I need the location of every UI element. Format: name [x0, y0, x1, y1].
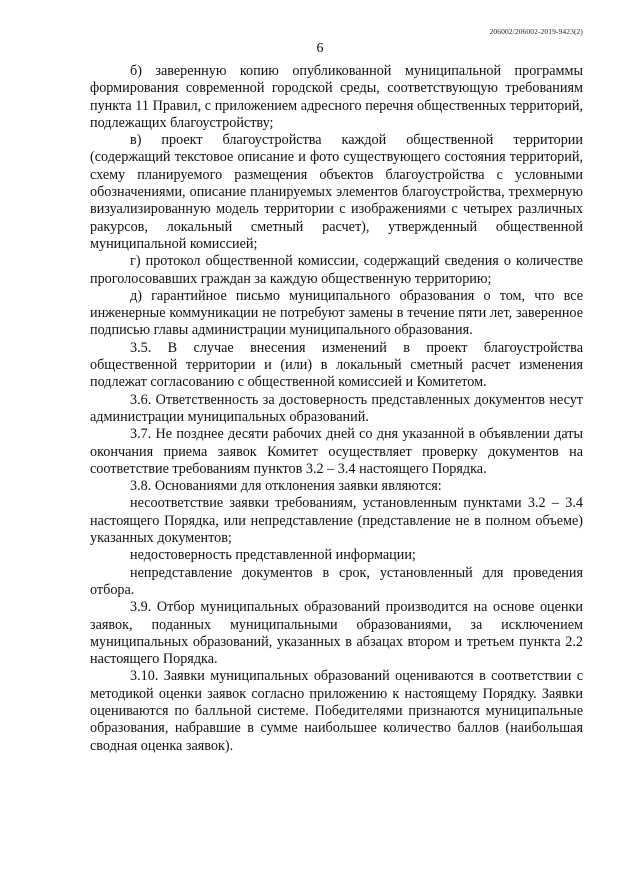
paragraph-3-10: 3.10. Заявки муниципальных образований оцениваются в соответствии с методикой оценки заявок согласно приложению к настоящему Порядку. Заявки оцениваются по балльной системе. Победителями признаются муниципальные образования, набравшие в сумме наибольшее количество баллов (наибольшая сводная оценка заявок).	[90, 668, 583, 754]
paragraph-3-8-reason-2: недостоверность представленной информации;	[130, 547, 416, 564]
paragraph-3-8-reason-3: непредставление документов в срок, установленный для проведения отбора.	[90, 564, 583, 598]
paragraph-item-b: б) заверенную копию опубликованной муниципальной программы формирования современной городской среды, соответствующую требованиям пункта 11 Правил, с приложением адресного перечня общественных территорий, подлежащих благоустройству;	[90, 63, 583, 131]
paragraph-item-v: в) проект благоустройства каждой общественной территории (содержащий текстовое описание и фото существующего состояния территорий, схему планируемого размещения объектов благоустройства с условными обозначениями, описание планируемых элементов благоустройства, трехмерную визуализированную модель территории с изображениями с четырех различных ракурсов, локальный сметный расчет), утвержденный общественной муниципальной комиссией;	[90, 132, 583, 252]
paragraph-item-d: д) гарантийное письмо муниципального образования о том, что все инженерные коммуникации не потребуют замены в течение пяти лет, заверенное подписью главы администрации муниципального образования.	[90, 287, 583, 339]
paragraph-3-6: 3.6. Ответственность за достоверность представленных документов несут администрации муниципальных образований.	[90, 391, 583, 425]
paragraph-3-8: 3.8. Основаниями для отклонения заявки являются:	[130, 478, 442, 495]
page-number: 6	[316, 41, 324, 56]
paragraph-item-g: г) протокол общественной комиссии, содержащий сведения о количестве проголосовавших граждан за каждую общественную территорию;	[90, 253, 583, 287]
paragraph-3-8-reason-1: несоответствие заявки требованиям, установленным пунктами 3.2 – 3.4 настоящего Порядка, или непредставление (представление не в полном объеме) указанных документов;	[90, 495, 583, 547]
paragraph-3-7: 3.7. Не позднее десяти рабочих дней со дня указанной в объявлении даты окончания приема заявок Комитет осуществляет проверку документов на соответствие требованиям пунктов 3.2 – 3.4 настоящего Порядка.	[90, 426, 583, 477]
document-body	[90, 63, 583, 755]
document-id: 206002/206002-2019-9423(2)	[489, 27, 583, 36]
paragraph-3-5: 3.5. В случае внесения изменений в проект благоустройства общественной территории и (или) в локальный сметный расчет изменения подлежат согласованию с общественной комиссией и Комитетом.	[90, 339, 583, 391]
paragraph-3-9: 3.9. Отбор муниципальных образований производится на основе оценки заявок, поданных муниципальными образованиями, за исключением муниципальных образований, указанных в абзацах втором и третьем пункта 2.2 настоящего Порядка.	[90, 599, 583, 668]
